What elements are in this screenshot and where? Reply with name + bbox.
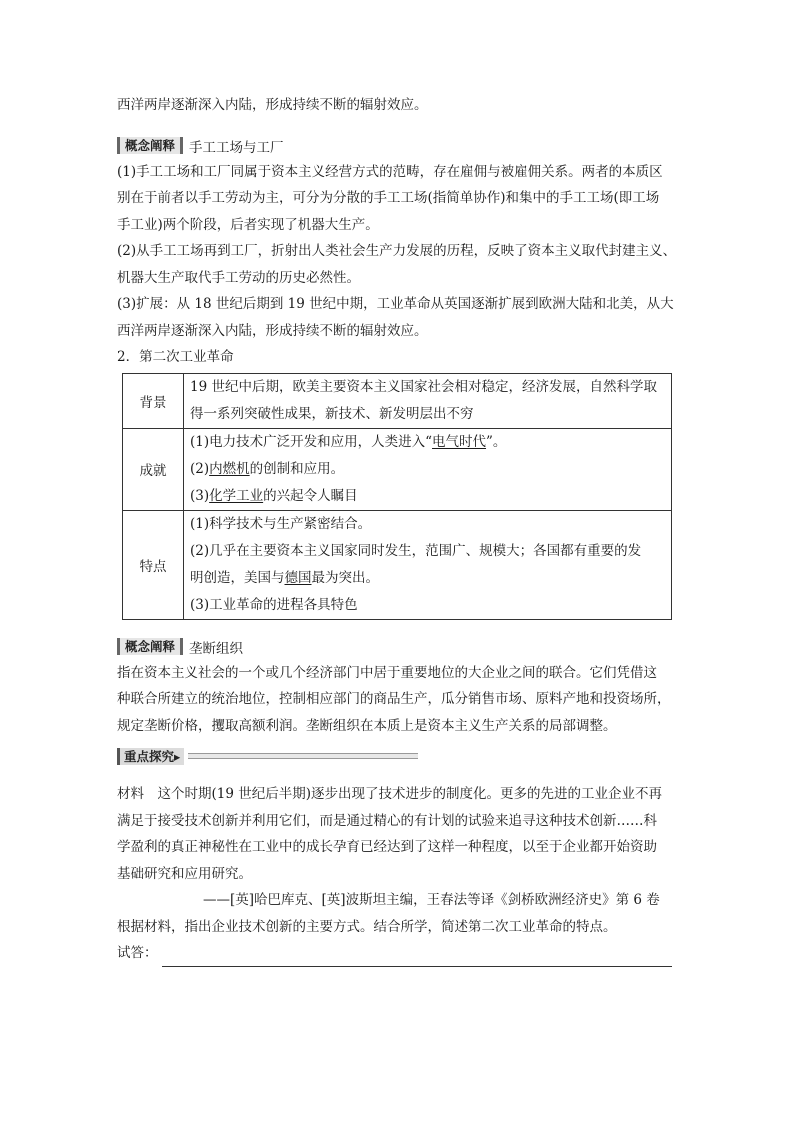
paragraph-line: 别在于前者以手工劳动为主，可分为分散的手工工场(指简单协作)和集中的手工工场(即工场 bbox=[117, 190, 660, 206]
text: (2) bbox=[190, 460, 210, 477]
underlined-term: 德国 bbox=[284, 569, 312, 586]
answer-blank-line[interactable] bbox=[162, 946, 672, 967]
table-row bbox=[123, 373, 672, 428]
paragraph-line: (2)从手工工场再到工厂，折射出人类社会生产力发展的历程，反映了资本主义取代封建主义、 bbox=[117, 243, 677, 259]
row-head-achievements: 成就 bbox=[123, 428, 184, 510]
concept-title: 手工工场与工厂 bbox=[189, 139, 284, 156]
text: (1)电力技术广泛开发和应用，人类进入“ bbox=[190, 433, 433, 450]
concept-tag: 概念阐释 bbox=[117, 638, 183, 655]
text: (3)工业革命的进程各具特色 bbox=[190, 596, 358, 613]
question-text: 根据材料，指出企业技术创新的主要方式。结合所学，简述第二次工业革命的特点。 bbox=[117, 918, 617, 935]
paragraph-line: 规定垄断价格，攫取高额利润。垄断组织在本质上是资本主义生产关系的局部调整。 bbox=[117, 717, 617, 734]
material-line: 材料 这个时期(19 世纪后半期)逐步出现了技术进步的制度化。更多的先进的工业企业不再 bbox=[117, 786, 663, 802]
paragraph-line: 机器大生产取代手工劳动的历史必然性。 bbox=[117, 269, 360, 286]
concept-title: 垄断组织 bbox=[189, 640, 244, 657]
concept-workshop-body bbox=[117, 159, 677, 345]
paragraph-line: (1)手工工场和工厂同属于资本主义经营方式的范畴，存在雇佣与被雇佣关系。两者的本质区 bbox=[117, 163, 663, 180]
concept-tag: 概念阐释 bbox=[117, 137, 183, 154]
row-content-features bbox=[184, 510, 672, 619]
row-content-achievements bbox=[184, 428, 672, 510]
text: 明创造，美国与 bbox=[190, 569, 285, 586]
concept-monopoly-body bbox=[117, 660, 677, 740]
material-source: ——[英]哈巴库克、[英]波斯坦主编，王春法等译《剑桥欧洲经济史》第 6 卷 bbox=[203, 892, 660, 908]
focus-divider bbox=[188, 753, 418, 759]
paragraph-line: 指在资本主义社会的一个或几个经济部门中居于重要地位的大企业之间的联合。它们凭借这 bbox=[117, 664, 657, 681]
text: 的创制和应用。 bbox=[249, 460, 345, 477]
text: (1)科学技术与生产紧密结合。 bbox=[190, 515, 372, 532]
material-line: 基础研究和应用研究。 bbox=[117, 865, 252, 882]
focus-heading bbox=[117, 745, 677, 767]
table-row bbox=[123, 428, 672, 510]
text: 最为突出。 bbox=[311, 569, 379, 586]
underlined-term: 内燃机 bbox=[209, 460, 250, 477]
intro-line: 西洋两岸逐渐深入内陆，形成持续不断的辐射效应。 bbox=[117, 97, 428, 113]
concept-heading-workshop bbox=[117, 133, 677, 159]
underlined-term: 电气时代 bbox=[432, 433, 487, 450]
material-line: 学盈利的真正神秘性在工业中的成长孕育已经达到了这样一种程度，以至于企业都开始资助 bbox=[117, 839, 657, 855]
row-head-features: 特点 bbox=[123, 510, 184, 619]
paragraph-line: 手工业)两个阶段，后者实现了机器大生产。 bbox=[117, 216, 379, 233]
document-page bbox=[117, 92, 677, 967]
concept-heading-monopoly bbox=[117, 634, 677, 660]
answer-row bbox=[117, 940, 677, 967]
paragraph-line: (3)扩展：从 18 世纪后期到 19 世纪中期，工业革命从英国逐渐扩展到欧洲大陆和北美，从大 bbox=[117, 296, 674, 312]
text: ”。 bbox=[486, 433, 507, 450]
underlined-term: 化学工业 bbox=[209, 487, 264, 504]
answer-label: 试答： bbox=[117, 945, 158, 961]
text: (3) bbox=[190, 487, 210, 504]
second-industrial-revolution-table bbox=[122, 373, 672, 620]
material-line: 满足于接受技术创新并利用它们，而是通过精心的有计划的试验来追寻这种技术创新……科 bbox=[117, 812, 657, 829]
paragraph-line: 西洋两岸逐渐深入内陆，形成持续不断的辐射效应。 bbox=[117, 322, 428, 339]
row-head-background: 背景 bbox=[123, 373, 184, 428]
material-block bbox=[117, 781, 677, 967]
text: 的兴起令人瞩目 bbox=[263, 487, 358, 504]
focus-tag: 重点探究▸ bbox=[117, 748, 184, 765]
text: (2)几乎在主要资本主义国家同时发生，范围广、规模大；各国都有重要的发 bbox=[190, 542, 642, 559]
table-row bbox=[123, 510, 672, 619]
paragraph-line: 种联合所建立的统治地位，控制相应部门的商品生产，瓜分销售市场、原料产地和投资场所， bbox=[117, 691, 671, 707]
row-content-background: 19 世纪中后期，欧美主要资本主义国家社会相对稳定，经济发展，自然科学取得一系列突破性成果，新技术、新发明层出不穷 bbox=[184, 373, 672, 428]
section-title: 2．第二次工业革命 bbox=[117, 349, 234, 365]
